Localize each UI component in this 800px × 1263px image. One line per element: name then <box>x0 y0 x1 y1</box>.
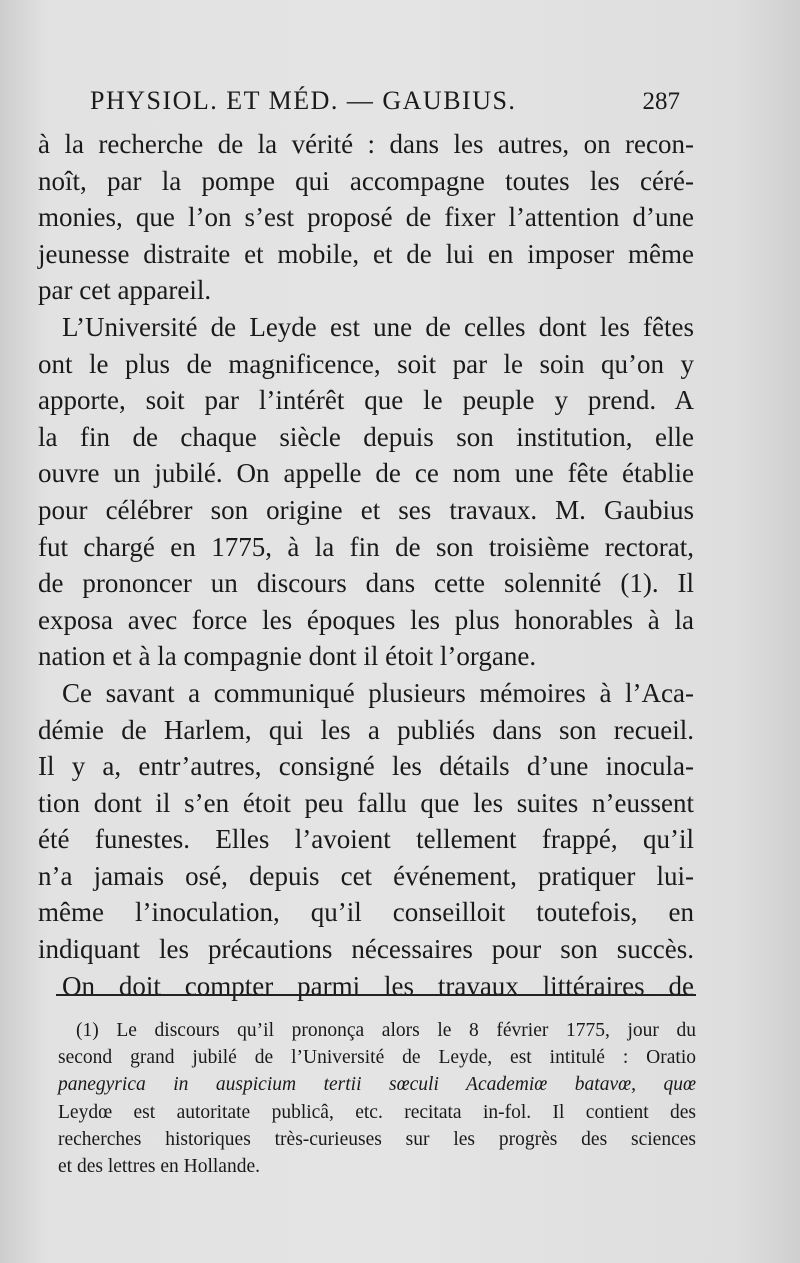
text-line: jeunesse distraite et mobile, et de lui en imposer même <box>38 238 694 269</box>
text-line: ont le plus de magnificence, soit par le soin qu’on y <box>38 348 694 379</box>
footnote-line: et des lettres en Hollande. <box>58 1155 260 1177</box>
footnote-line: second grand jubilé de l’Université de Leyde, est intitulé : Oratio <box>58 1047 696 1069</box>
page-header <box>90 86 680 126</box>
text-line: la fin de chaque siècle depuis son institution, elle <box>38 421 694 452</box>
text-line: exposa avec force les époques les plus honorables à la <box>38 604 694 635</box>
text-line: L’Université de Leyde est une de celles dont les fêtes <box>62 311 694 342</box>
text-line: fut chargé en 1775, à la fin de son troisième rectorat, <box>38 531 694 562</box>
text-line: indiquant les précautions nécessaires pour son succès. <box>38 934 694 965</box>
text-line: apporte, soit par l’intérêt que le peuple y prend. A <box>38 385 694 416</box>
text-line: ouvre un jubilé. On appelle de ce nom une fête établie <box>38 458 694 489</box>
text-line: même l’inoculation, qu’il conseilloit toutefois, en <box>38 897 694 928</box>
text-line: à la recherche de la vérité : dans les autres, on recon- <box>38 129 694 159</box>
text-line: par cet appareil. <box>38 275 212 306</box>
text-line: Il y a, entr’autres, consigné les détails d’une inocula- <box>38 751 694 782</box>
footnote-line: (1) Le discours qu’il prononça alors le 8 février 1775, jour du <box>76 1020 696 1041</box>
footnote-line: Leydœ est autoritate publicâ, etc. recitata in-fol. Il contient des <box>58 1101 696 1123</box>
text-line: n’a jamais osé, depuis cet événement, pratiquer lui- <box>38 860 694 891</box>
text-line: de prononcer un discours dans cette solennité (1). Il <box>38 568 694 599</box>
text-line: démie de Harlem, qui les a publiés dans son recueil. <box>38 714 694 745</box>
footnote <box>58 1017 696 1180</box>
text-line: noît, par la pompe qui accompagne toutes les céré- <box>38 165 694 196</box>
running-title: PHYSIOL. ET MÉD. — GAUBIUS. <box>90 86 517 115</box>
text-line: nation et à la compagnie dont il étoit l’organe. <box>38 641 537 672</box>
footnote-line: recherches historiques très-curieuses sur les progrès des sciences <box>58 1128 696 1150</box>
text-line: été funestes. Elles l’avoient tellement frappé, qu’il <box>38 824 694 855</box>
footnote-line: panegyrica in auspicium tertii sœculi Academiœ batavœ, quœ <box>58 1074 696 1096</box>
footnote-rule <box>56 994 696 996</box>
text-line: pour célébrer son origine et ses travaux. M. Gaubius <box>38 494 694 525</box>
page-number: 287 <box>642 88 680 115</box>
text-line: Ce savant a communiqué plusieurs mémoires à l’Aca- <box>62 677 694 708</box>
main-text <box>38 126 694 1004</box>
text-line: On doit compter parmi les travaux littéraires de <box>62 970 694 1001</box>
text-line: monies, que l’on s’est proposé de fixer l’attention d’une <box>38 202 694 233</box>
text-line: tion dont il s’en étoit peu fallu que les suites n’eussent <box>38 787 694 818</box>
